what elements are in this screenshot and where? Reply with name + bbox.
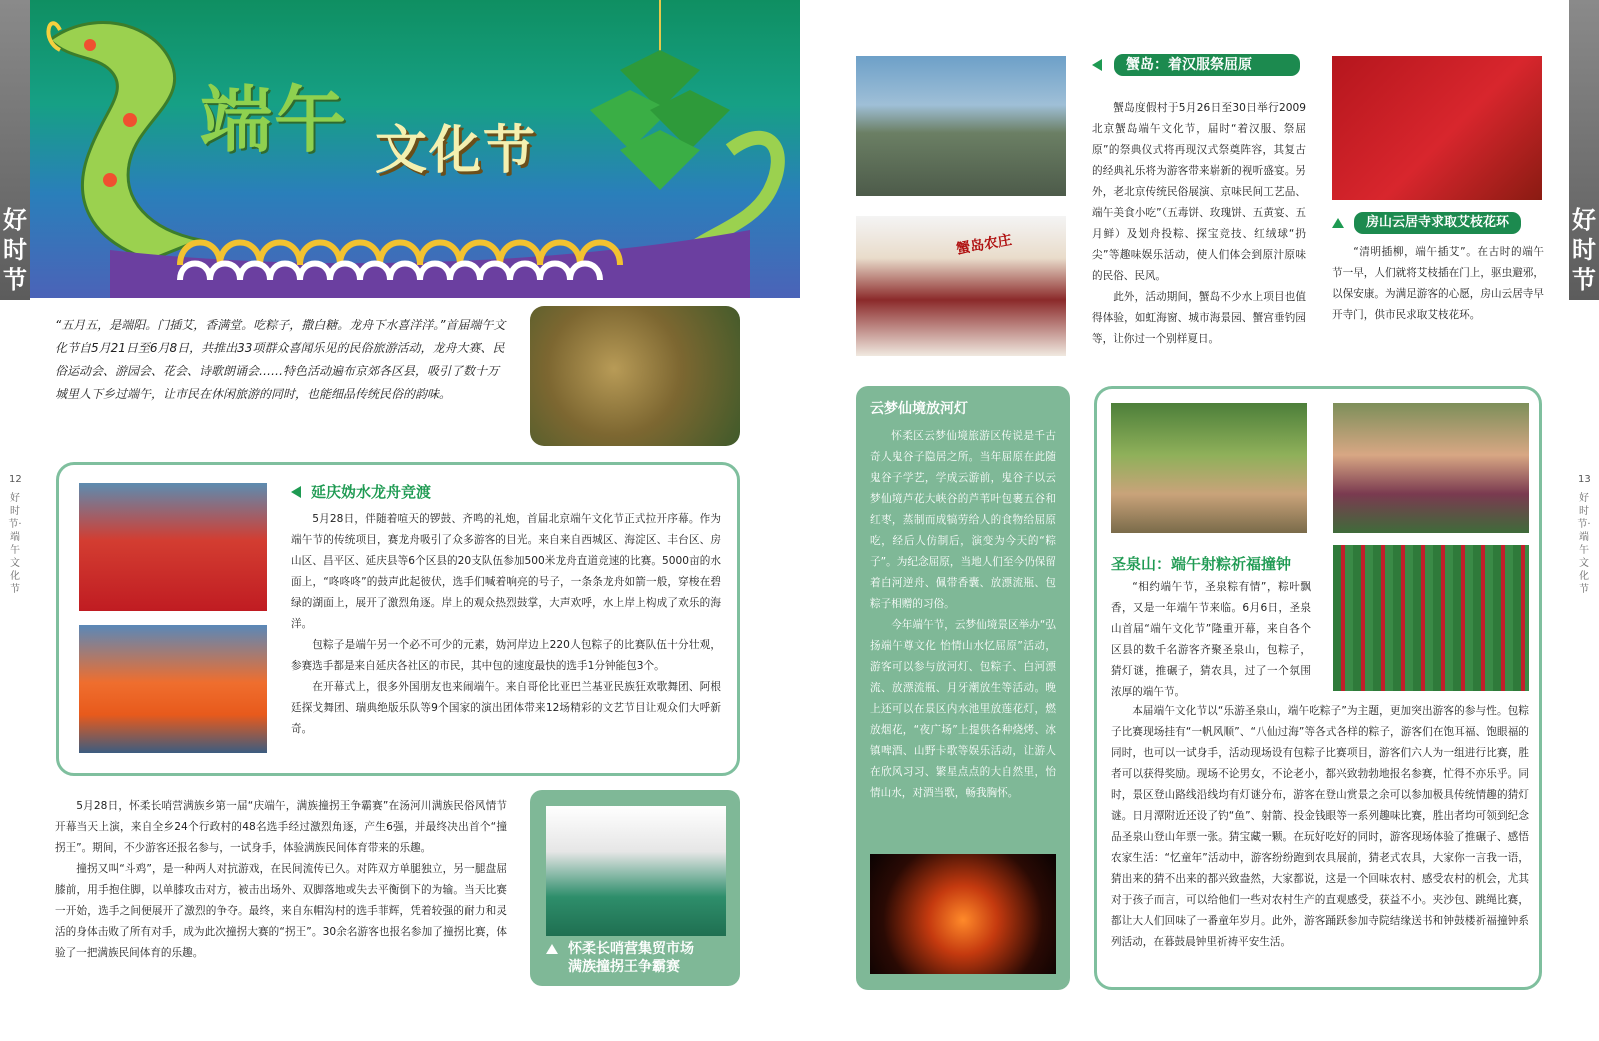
yunmeng-paragraph: 怀柔区云梦仙境旅游区传说是千古奇人鬼谷子隐居之所。当年屈原在此随鬼谷子学艺，学成云游前，鬼谷子以云梦仙境芦花大峡谷的芦苇叶包裹五谷和红枣，蒸制而成犒劳给人的食物给屈原吃，经后人仿制后，演变为今天的“粽子”。为纪念屈原，当地人们至今仍保留着白河逆舟、佩带香囊、放漂流瓶、包粽子相赠的习俗。 xyxy=(870,430,1056,610)
zongzi-making-crowd-photo xyxy=(1111,403,1307,533)
title-banner xyxy=(30,0,800,298)
huairou-caption-line1: 怀柔长哨营集贸市场 xyxy=(568,941,694,957)
left-page-number: 12 xyxy=(9,474,22,485)
yanqing-heading-text: 延庆妫水龙舟竞渡 xyxy=(311,483,432,501)
shengquan-paragraph: “相约端午节，圣泉粽有情”，粽叶飘香，又是一年端午节来临。6月6日，圣泉山首届“端午文化节”隆重开幕，来自各个区县的数千名游客齐聚圣泉山，包粽子，猜灯谜，推碾子，猜农具，过了一个氛围浓厚的端午节。 xyxy=(1111,581,1311,698)
xiedao-body xyxy=(1092,98,1306,350)
yunmeng-heading: 云梦仙境放河灯 xyxy=(870,401,968,417)
yanqing-paragraph: 在开幕式上，很多外国朋友也来闹端午。来自哥伦比亚巴兰基亚民族狂欢歌舞团、阿根廷探戈舞团、瑞典绝版乐队等9个国家的演出团体带来12场精彩的文艺节目让观众们大呼新奇。 xyxy=(291,681,721,735)
yunmeng-panel xyxy=(856,386,1070,990)
yanqing-paragraph: 包粽子是端午另一个必不可少的元素，妫河岸边上220人包粽子的比赛队伍十分壮观，参赛选手都是来自延庆各社区的市民，其中包的速度最快的选手1分钟能包3个。 xyxy=(291,639,721,672)
hanging-zongzi-ribbons-photo xyxy=(1333,545,1529,691)
banner-title-duanwu: 端午 xyxy=(200,77,349,162)
huairou-caption xyxy=(546,940,736,976)
xiedao-heading xyxy=(1092,54,1300,76)
huairou-paragraph: 撞拐又叫“斗鸡”，是一种两人对抗游戏，在民间流传已久。对阵双方单腿独立，另一腿盘屈膝前，用手抱住脚，以单膝攻击对方，被击出场外、双脚落地或失去平衡倒下的为输。当天比赛一开始，选手之间便展开了激烈的争夺。最终，来自东帽沟村的选手菲辉，凭着较强的耐力和灵活的身体击败了所有对手，成为此次撞拐大赛的“拐王”。30余名游客也报名参加了撞拐比赛，体验了一把满族民间体育的乐趣。 xyxy=(55,863,507,959)
yanqing-paragraph: 5月28日，伴随着喧天的锣鼓、齐鸣的礼炮，首届北京端午文化节正式拉开序幕。作为端午节的传统项目，赛龙舟吸引了众多游客的目光。来自来自西城区、海淀区、丰台区、房山区、昌平区、延庆县等6个区县的20支队伍参加500米龙舟直道竞速的比赛。5000亩的水面上，“咚咚咚”的鼓声此起彼伏，选手们喊着响亮的号子，一条条龙舟如箭一般，穿梭在碧绿的湖面上，展开了激烈角逐。岸上的观众热烈鼓掌，大声欢呼，水上岸上构成了欢乐的海洋。 xyxy=(291,513,721,630)
fangshan-heading xyxy=(1332,212,1521,234)
intro-paragraph: “五月五，是端阳。门插艾，香满堂。吃粽子，撒白糖。龙舟下水喜洋洋。”首届端午文化节自5月21日至6月8日，共推出33项群众喜闻乐见的民俗旅游活动，龙舟大赛、民俗运动会、游园会、花会、诗歌朗诵会……特色活动遍布京郊各区县，吸引了数十万城里人下乡过端午，让市民在休闲旅游的同时，也能细品传统民俗的韵味。 xyxy=(55,318,506,401)
shengquan-body-main xyxy=(1111,701,1529,953)
huairou-caption-line2: 满族撞拐王争霸赛 xyxy=(568,959,680,975)
xiedao-paragraph: 此外，活动期间，蟹岛不少水上项目也值得体验，如虹海窗、城市海景园、蟹宫垂钓园等，让你过一个别样夏日。 xyxy=(1092,291,1306,345)
right-running-head: 好时节·端午文化节 xyxy=(1577,493,1591,595)
xiedao-heading-pill: 蟹岛：着汉服祭屈原 xyxy=(1114,54,1300,76)
fangshan-body xyxy=(1332,242,1544,326)
shengquan-section-box xyxy=(1094,386,1542,990)
xiedao-paragraph: 蟹岛度假村于5月26日至30日举行2009北京蟹岛端午文化节，届时“着汉服、祭屈原”的祭典仪式将再现汉式祭奠阵容，其复古的经典礼乐将为游客带来崭新的视听盛宴。另外，老北京传统民俗展演、京味民间工艺品、端午美食小吃”（五毒饼、玫瑰饼、五黄宴、五月鲜）及划舟投粽、探宝竞技、红绒球“扔尖”等趣味娱乐活动，使人们体会到原汁原味的民俗、民风。 xyxy=(1092,102,1306,282)
shengquan-paragraph: 本届端午文化节以“乐游圣泉山，端午吃粽子”为主题，更加突出游客的参与性。包粽子比赛现场挂有“一帆风顺”、“八仙过海”等各式各样的粽子，游客们在饱耳福、饱眼福的同时，也可以一试身手，活动现场设有包粽子比赛项目，游客们六人为一组进行比赛，胜者可以获得奖励。现场不论男女，不论老小，都兴致勃勃地报名参赛，忙得不亦乐乎。同时，景区登山路线沿线均有灯谜分布，游客在登山赏景之余可以参加极具传统情趣的猜灯谜。日月潭附近还设了钓“鱼”、射箭、投金钱眼等一系列趣味比赛，胜出者均可领到纪念品圣泉山登山年票一张。猜宝藏一颗。在玩好吃好的同时，游客现场体验了推碾子、感悟农家生活：“忆童年”活动中，游客纷纷跑到农具展前，猜老式农具，大家你一言我一语，猜出来的猜不出来的都兴致盎然，大家都说，这是一个回味农村、感受农村的机会，尤其对于孩子而言，可以给他们一些对农村生产的直观感受，获益不小。夹沙包、跳绳比赛，都让大人们回味了一番童年岁月。此外，游客踊跃参加寺院结缘送书和钟鼓楼祈福撞钟系列活动，在暮鼓晨钟里祈祷平安生活。 xyxy=(1111,705,1529,948)
yunmeng-body xyxy=(870,426,1056,804)
yanqing-heading xyxy=(291,481,431,502)
women-wrapping-zongzi-photo xyxy=(1333,403,1529,533)
yunju-temple-photo xyxy=(1332,56,1542,200)
caption-up-triangle-icon xyxy=(546,944,558,954)
huairou-photo-panel xyxy=(530,790,740,986)
right-page-number: 13 xyxy=(1578,474,1591,485)
xiedao-sign: 蟹岛农庄 xyxy=(955,232,1014,258)
yanqing-body xyxy=(291,509,721,740)
huairou-body xyxy=(55,796,507,964)
zongzi-photo xyxy=(530,306,740,446)
triangle-marker-icon xyxy=(1092,59,1102,71)
yanqing-section-box xyxy=(56,462,740,776)
left-side-label: 好时节 xyxy=(3,205,27,294)
banner-title-festival: 文化节 xyxy=(375,121,538,181)
han-costume-boat-photo xyxy=(856,56,1066,196)
dance-performance-photo xyxy=(79,483,267,611)
wrestling-photo xyxy=(546,806,726,936)
huairou-paragraph: 5月28日，怀柔长哨营满族乡第一届“庆端午，满族撞拐王争霸赛”在汤河川满族民俗风情节开幕当天上演，来自全乡24个行政村的48名选手经过激烈角逐，产生6强，并最终决出首个“撞拐王”。期间，不少游客还报名参与，一试身手，体验满族民间体育带来的乐趣。 xyxy=(55,800,507,854)
shengquan-heading: 圣泉山：端午射粽祈福撞钟 xyxy=(1111,555,1292,573)
right-side-label: 好时节 xyxy=(1572,205,1596,294)
yunmeng-paragraph: 今年端午节，云梦仙境景区举办“弘扬端午尊文化 怡情山水忆屈原”活动，游客可以参与放河灯、包粽子、白河漂流、放漂流瓶、月牙潮放生等活动。晚上还可以在景区内水池里放莲花灯，燃放烟花，“夜广场”上提供各种烧烤、冰镇啤酒、山野卡歌等娱乐活动，让游人在欣风习习、繁星点点的大自然里，怡情山水，对酒当歌，畅我胸怀。 xyxy=(870,619,1056,799)
left-running-head: 好时节·端午文化节 xyxy=(8,493,22,595)
dragon-boat-race-photo xyxy=(79,625,267,753)
caption-up-triangle-icon xyxy=(1332,218,1344,228)
xiedao-gate-photo xyxy=(856,216,1066,356)
shengquan-body-top xyxy=(1111,577,1311,703)
river-lanterns-photo xyxy=(870,854,1056,974)
fangshan-heading-pill: 房山云居寺求取艾枝花环 xyxy=(1354,212,1521,234)
triangle-marker-icon xyxy=(291,486,301,498)
fangshan-paragraph: “清明插柳，端午插艾”。在古时的端午节一早，人们就将艾枝插在门上，驱虫避邪，以保安康。为满足游客的心愿，房山云居寺早开寺门，供市民求取艾枝花环。 xyxy=(1332,246,1544,321)
